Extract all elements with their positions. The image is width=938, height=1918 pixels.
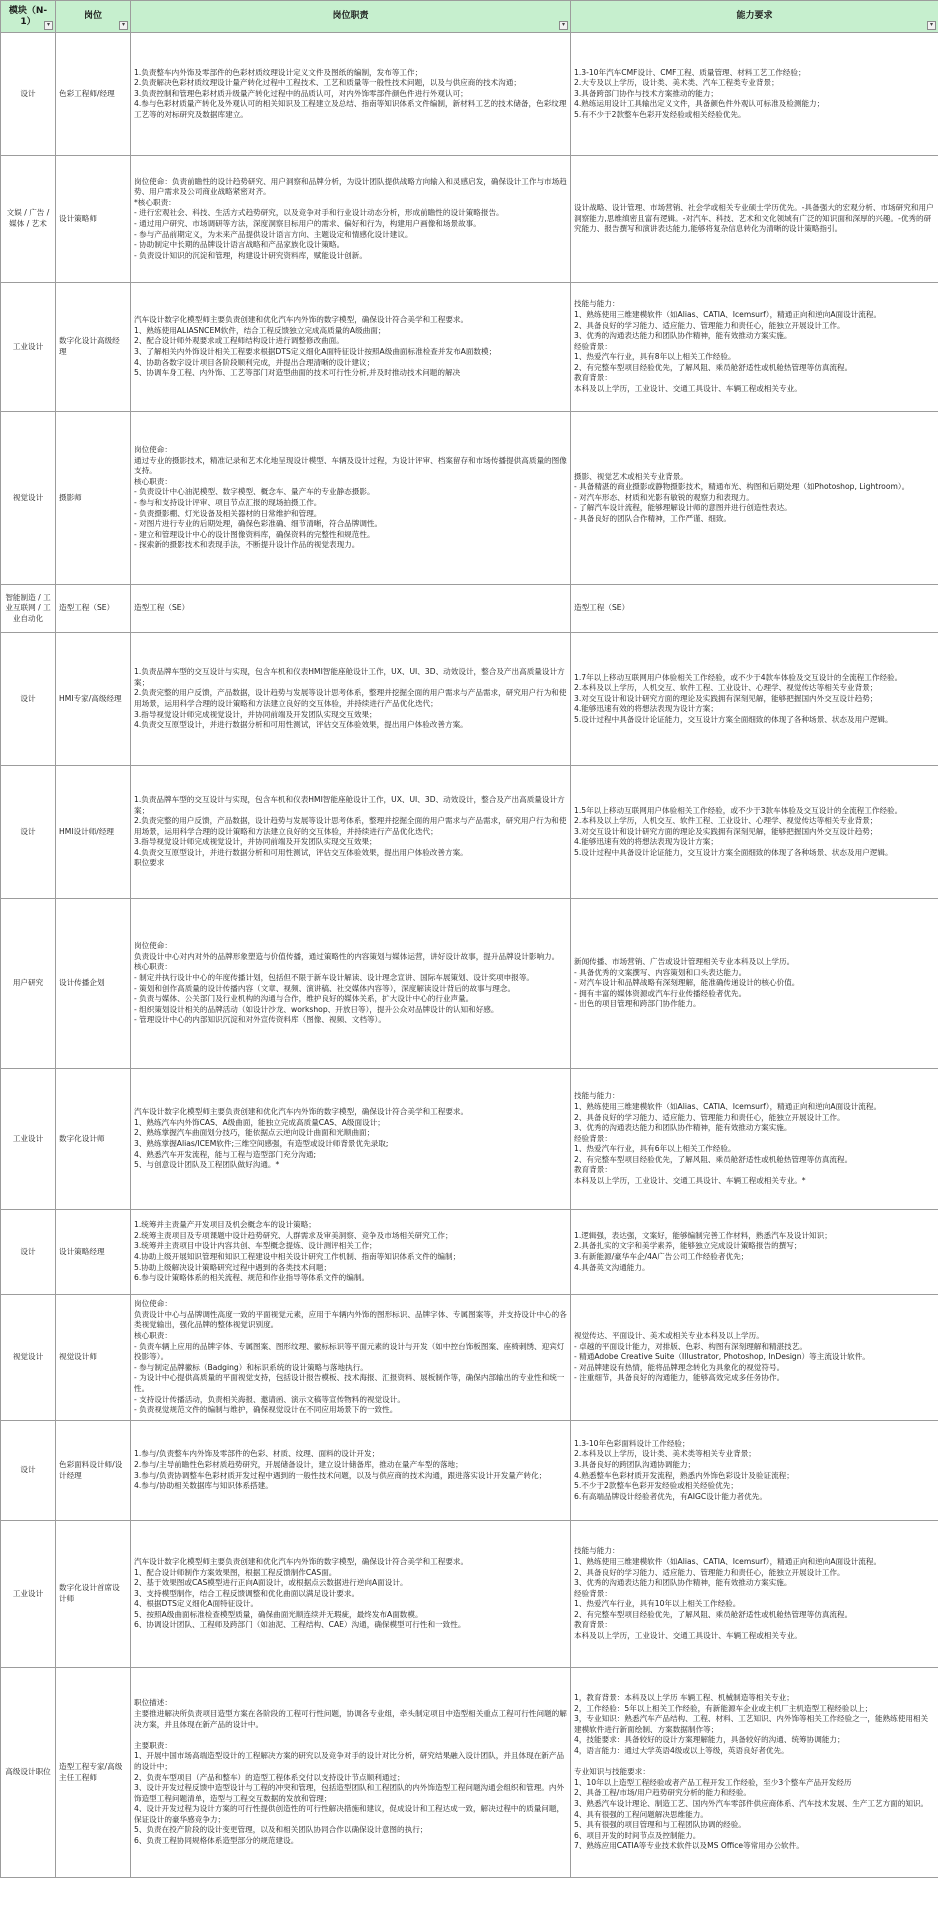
cell-line: 1、熟练使用三维建模软件（如Alias、CATIA、Icemsurf），精通正向和逆向A面设计流程。 xyxy=(574,1556,882,1566)
cell-line: 经验背景： xyxy=(574,1133,612,1143)
cell-line: 1、熟练使用三维建模软件（如Alias、CATIA、Icemsurf），精通正向和逆向A面设计流程。 xyxy=(574,1101,882,1111)
cell-line: 4.协助上级开展知识管理和知识工程建设中相关设计研究工作机制、指南等知识体系文件的编制； xyxy=(134,1252,461,1261)
cell-line: 教育背景： xyxy=(574,373,612,383)
table-row xyxy=(1,412,938,585)
cell-line: 2.本科及以上学历，人机交互、软件工程、工业设计、心理学、视觉传达等相关专业背景； xyxy=(574,816,878,826)
cell-line: 5.有不少于2款整车色彩开发经验或相关经验优先。 xyxy=(574,109,746,119)
cell-line: 5.协助上级解决设计策略研究过程中遇到的各类技术问题； xyxy=(134,1262,332,1272)
duties-cell[interactable] xyxy=(131,633,571,766)
requirements-cell[interactable] xyxy=(571,585,938,633)
cell-line: 2、基于效果图或CAS模型进行正向A面设计，或根据点云数据进行逆向A面设计。 xyxy=(134,1578,408,1588)
table-row xyxy=(1,33,938,156)
cell-line: 1.7年以上移动互联网用户体验相关工作经验，或不少于4款车体验及交互设计的全流程工作经验。 xyxy=(574,672,903,682)
cell-line: 技能与能力： xyxy=(574,1546,620,1556)
cell-line: 3.指导视觉设计师完成视觉设计，并协同前端及开发团队实现交互效果； xyxy=(134,709,377,719)
cell-line: 2、有完整车型项目经验优先，了解风阻、乘员舱舒适性或机舱热管理等仿真流程。 xyxy=(574,1154,853,1164)
table-row xyxy=(1,899,938,1069)
cell-line: 2、有完整车型项目经验优先，了解风阻、乘员舱舒适性或机舱热管理等仿真流程。 xyxy=(574,362,853,372)
cell-line: 3.对交互设计和设计研究方面的理论及实践拥有深刻见解，能够把握国内外交互设计趋势； xyxy=(574,693,878,703)
cell-line: 技能与能力： xyxy=(574,1091,620,1101)
cell-line: 核心职责： xyxy=(134,1331,172,1341)
cell-line: 4.熟练运用设计工具输出定义文件，具备颜色件外观认可标准及检测能力； xyxy=(574,99,825,109)
cell-line: 2.参与/主导前瞻性色彩材质趋势研究，开展储备设计，建立设计储备库，推动在量产车型的落地； xyxy=(134,1459,463,1469)
cell-line: 5、协调车身工程、内外饰、工艺等部门对造型曲面的技术可行性分析,并及时推动技术问题的解决 xyxy=(134,368,461,378)
cell-line: 通过专业的摄影技术，精准记录和艺术化地呈现设计模型、车辆及设计过程，为设计评审、档案留存和市场传播提供高质量的图像支持。 xyxy=(134,455,567,476)
cell-line: 2、具备良好的学习能力、适应能力、管理能力和责任心，能独立开展设计工作。 xyxy=(574,1567,845,1577)
module-cell[interactable]: 设计 xyxy=(1,1421,56,1521)
position-cell[interactable]: HMI设计师/经理 xyxy=(56,766,131,899)
cell-line: 3，专业知识：熟悉汽车产品结构、工程、材料、工艺知识、内外饰等相关工作经验之一，能熟练使用相关建模软件进行新面绘制、方案数据制作等； xyxy=(574,1714,929,1734)
cell-line: - 负责视觉规范文件的编制与维护，确保视觉设计在不同应用场景下的一致性。 xyxy=(134,1405,398,1415)
cell-line: 3、了解相关内外饰设计相关工程要求根据DTS定义细化A面特征设计按照A级曲面标准检查并发布A面数模； xyxy=(134,347,497,356)
cell-line: 6、项目开发的时间节点及控制能力。 xyxy=(574,1830,701,1840)
cell-line: 4.参与色彩材质量产转化及外观认可的相关知识及工程建立及总结、指南等知识体系文件编制，新材料工艺的技术储备，色彩纹理工艺等的对标研究及数据库建立。 xyxy=(134,99,567,119)
position-cell[interactable]: 造型工程（SE） xyxy=(56,585,131,633)
cell-line: 岗位使命： xyxy=(134,445,172,455)
cell-line: 岗位使命：负责前瞻性的设计趋势研究、用户洞察和品牌分析，为设计团队提供战略方向输入和灵感启发，确保设计工作与市场趋势、用户需求及公司商业战略紧密对齐。 xyxy=(134,176,567,197)
cell-line: 岗位使命： xyxy=(134,941,172,951)
module-cell[interactable]: 高级设计职位 xyxy=(1,1668,56,1878)
requirements-cell[interactable] xyxy=(571,1069,938,1210)
cell-line: 2、熟练掌握汽车曲面划分技巧，能依据点云逆向设计曲面和光顺曲面； xyxy=(134,1128,375,1138)
cell-line: 1、熟练汽车内外饰CAS、A级曲面，能独立完成高质量CAS、A级面设计； xyxy=(134,1117,385,1127)
module-cell[interactable]: 工业设计 xyxy=(1,283,56,412)
cell-line: 造型工程（SE） xyxy=(134,603,190,613)
cell-line: 5、负责在投产阶段的设计变更管理，以及和相关团队协同合作以确保设计意图的执行； xyxy=(134,1825,428,1835)
cell-line: 教育背景： xyxy=(574,1165,612,1175)
duties-cell[interactable] xyxy=(131,1521,571,1668)
table-row xyxy=(1,1668,938,1878)
requirements-cell[interactable] xyxy=(571,766,938,899)
duties-cell[interactable] xyxy=(131,766,571,899)
module-cell[interactable]: 工业设计 xyxy=(1,1521,56,1668)
cell-line: - 出色的项目管理和跨部门协作能力。 xyxy=(574,999,701,1009)
cell-line: - 对品牌建设有热情，能将品牌理念转化为具象化的视觉符号。 xyxy=(574,1362,785,1372)
cell-line: 3.具备跨部门协作与技术方案推动的能力； xyxy=(574,88,718,98)
cell-line: - 建立和管理设计中心的设计图像资料库，确保资料的完整性和规范性。 xyxy=(134,529,375,539)
cell-line: - 卓越的平面设计能力，对排版、色彩、构图有深刻理解和精湛技艺。 xyxy=(574,1341,807,1351)
cell-line: - 负责车辆上应用的品牌字体、专属图案、图形纹理、徽标标识等平面元素的设计与开发（如中控台饰板图案、座椅刺绣、迎宾灯投影等）。 xyxy=(134,1341,565,1362)
cell-line: - 组织策划设计相关的品牌活动（如设计沙龙、workshop、开放日等），提升公众对品牌设计的认知和好感。 xyxy=(134,1004,499,1014)
cell-line: 经验背景： xyxy=(574,1588,612,1598)
cell-line: 6、负责工程协同规格体系造型部分的规范建设。 xyxy=(134,1836,299,1846)
filter-dropdown-icon[interactable]: ▾ xyxy=(559,21,568,30)
cell-line: 2.负责解决色彩材质纹理设计量产转化过程中工程技术、工艺和质量等一般性技术问题，以及与供应商的技术沟通； xyxy=(134,78,521,88)
requirements-cell[interactable] xyxy=(571,412,938,585)
cell-line: 1、热爱汽车行业，具有10年以上相关工作经验。 xyxy=(574,1599,741,1609)
module-cell[interactable]: 设计 xyxy=(1,633,56,766)
cell-line: - 策划和创作高质量的设计传播内容（文章、视频、演讲稿、社交媒体内容等），深度解读设计背后的故事与理念。 xyxy=(134,983,516,993)
cell-line: 2.本科及以上学历，人机交互、软件工程、工业设计、心理学、视觉传达等相关专业背景； xyxy=(574,683,878,693)
cell-line: 1.参与/负责整车内外饰及零部件的色彩、材质、纹理、面料的设计开发； xyxy=(134,1449,380,1459)
requirements-cell[interactable] xyxy=(571,1210,938,1295)
cell-line: 3、支持模型制作，结合工程反馈调整和优化曲面以满足设计要求。 xyxy=(134,1588,360,1598)
filter-dropdown-icon[interactable]: ▾ xyxy=(927,21,936,30)
cell-line: 2.负责完整的用户反馈，产品数据，设计趋势与发展等设计思考体系，整理并挖掘全面的用户需求与产品需求，研究用户行为和使用场景，运用科学合理的设计策略和方法建立良好的交互体验，并持续进行产品优化迭代； xyxy=(134,688,567,708)
cell-line: 3.具备良好的跨团队沟通协调能力； xyxy=(574,1459,696,1469)
cell-line: 3.有新能源/豪华车企/4A广告公司工作经验者优先； xyxy=(574,1252,749,1261)
cell-line: - 具备精湛的商业摄影或静物摄影技术，精通布光、构图和后期处理（如Photoshop, Lightroom）。 xyxy=(574,482,910,492)
position-cell[interactable]: 设计传播企划 xyxy=(56,899,131,1069)
requirements-cell[interactable] xyxy=(571,1521,938,1668)
cell-line: 本科及以上学历，工业设计、交通工具设计、车辆工程或相关专业。 xyxy=(574,384,802,394)
cell-line: 4.能够迅速有效的将想法表现为设计方案； xyxy=(574,704,718,714)
cell-line: 1、热爱汽车行业，具有8年以上相关工作经验。 xyxy=(574,352,736,362)
cell-line: 4.负责交互原型设计，并进行数据分析和可用性测试，评估交互体验效果，提出用户体验改善方案。 xyxy=(134,847,468,857)
requirements-cell[interactable] xyxy=(571,33,938,156)
cell-line: 1、熟练使用三维建模软件（如Alias、CATIA、Icemsurf），精通正向和逆向A面设计流程。 xyxy=(574,309,882,319)
cell-line: 汽车设计数字化模型师主要负责创建和优化汽车内外饰的数字模型，确保设计符合美学和工程要求。 xyxy=(134,1107,469,1117)
requirements-cell[interactable] xyxy=(571,633,938,766)
cell-line: - 通过用户研究、市场调研等方法，深度洞察目标用户的需求、偏好和行为，构建用户画像和场景故事。 xyxy=(134,219,481,228)
position-cell[interactable]: 摄影师 xyxy=(56,412,131,585)
cell-line: 3.负责控制和管理色彩材质升级量产转化过程中的品质认可，对内外饰零部件颜色件进行外观认可； xyxy=(134,88,468,98)
table-row xyxy=(1,156,938,283)
cell-line: 3.对交互设计和设计研究方面的理论及实践拥有深刻见解，能够把握国内外交互设计趋势； xyxy=(574,826,878,836)
cell-line: 4、协助各数字设计项目各阶段顺利完成，并提出合理清晰的设计建议； xyxy=(134,357,375,367)
position-cell[interactable]: 数字化设计首席设计师 xyxy=(56,1521,131,1668)
cell-line: 岗位使命： xyxy=(134,1299,172,1309)
cell-line: 1、开展中国市场高端造型设计的工程解决方案的研究以及竞争对手的设计对比分析，研究结果融入设计团队，并且体现在新产品的设计中； xyxy=(134,1751,565,1771)
cell-line: 3、熟练掌握Alias/ICEM软件;三维空间感强，有造型或设计师背景优先录取; xyxy=(134,1139,389,1148)
cell-line: - 支持设计传播活动，负责相关海报、邀请函、演示文稿等宣传物料的视觉设计。 xyxy=(134,1394,405,1404)
cell-line: 2，工作经验：5年以上相关工作经验，有新能源车企业或主机厂主机造型工程经验以上； xyxy=(574,1703,873,1713)
cell-line: 5、与创意设计团队及工程团队做好沟通。* xyxy=(134,1160,280,1170)
cell-line: - 对图片进行专业的后期处理，确保色彩准确、细节清晰，符合品牌调性。 xyxy=(134,519,383,529)
table-row xyxy=(1,766,938,899)
table-row xyxy=(1,1069,938,1210)
cell-line: 5.设计过程中具备设计论证能力，交互设计方案全面细致的体现了各种场景、状态及用户逻辑。 xyxy=(574,847,893,857)
requirements-cell[interactable] xyxy=(571,1421,938,1521)
requirements-cell[interactable] xyxy=(571,283,938,412)
cell-line: - 拥有丰富的媒体资源或汽车行业传播经验者优先。 xyxy=(574,988,747,998)
cell-line: 1.逻辑强，表达强，文案好，能够编制完善工作材料，熟悉汽车及设计知识； xyxy=(574,1230,832,1240)
cell-line: 4、具有很强的工程问题解决思维能力。 xyxy=(574,1809,708,1819)
table-row xyxy=(1,633,938,766)
cell-line: 1、配合设计师制作方案效果图，根据工程反馈制作CAS面。 xyxy=(134,1567,337,1577)
table-row xyxy=(1,1295,938,1421)
cell-line: 4、熟悉汽车开发流程，能与工程与造型部门充分沟通; xyxy=(134,1149,317,1159)
module-cell[interactable]: 智能制造 / 工业互联网 / 工业自动化 xyxy=(1,585,56,633)
cell-line: 3.指导视觉设计师完成视觉设计，并协同前端及开发团队实现交互效果； xyxy=(134,837,377,847)
cell-line: - 负责与媒体、公关部门及行业机构的沟通与合作，维护良好的媒体关系，扩大设计中心的行业声量。 xyxy=(134,994,474,1004)
cell-line: 2.统筹主责项目及专项课题中设计趋势研究、人群需求及审美洞察、竞争及市场相关研究工作； xyxy=(134,1230,453,1240)
cell-line: 4.熟悉整车色彩材质开发流程，熟悉内外饰色彩设计及验证流程； xyxy=(574,1470,794,1480)
cell-line: 2.大专及以上学历，设计类、美术类、汽车工程类专业背景； xyxy=(574,78,779,88)
cell-line: - 具备良好的团队合作精神，工作严谨、细致。 xyxy=(574,513,732,523)
cell-line: 1，教育背景：本科及以上学历 车辆工程、机械制造等相关专业； xyxy=(574,1693,794,1703)
cell-line: 造型工程（SE） xyxy=(574,603,630,613)
requirements-cell[interactable] xyxy=(571,1668,938,1878)
cell-line: 1.3-10年色彩面料设计工作经验； xyxy=(574,1438,690,1448)
cell-line: - 参与和支持设计评审、项目节点汇报的现场拍摄工作。 xyxy=(134,498,322,507)
cell-line: 1、热爱汽车行业，具有6年以上相关工作经验。 xyxy=(574,1144,736,1154)
module-cell[interactable]: 设计 xyxy=(1,766,56,899)
cell-line: 核心职责： xyxy=(134,476,172,486)
header-requirements: 能力要求 ▾ xyxy=(571,1,938,33)
table-row xyxy=(1,585,938,633)
header-row xyxy=(1,1,938,33)
module-cell[interactable]: 文娱 / 广告 / 媒体 / 艺术 xyxy=(1,156,56,283)
cell-line: 负责设计中心对内对外的品牌形象塑造与价值传播，通过策略性的内容策划与媒体运营，讲好设计故事，提升品牌设计影响力。 xyxy=(134,951,560,961)
cell-line: 4.能够迅速有效的将想法表现为设计方案； xyxy=(574,837,718,847)
cell-line: 5.不少于2款整车色彩开发经验或相关经验优先； xyxy=(574,1481,738,1491)
filter-dropdown-icon[interactable]: ▾ xyxy=(44,21,53,30)
cell-line: 3、优秀的沟通表达能力和团队协作精神，能有效推动方案实施。 xyxy=(574,1578,792,1588)
cell-line: 职位要求 xyxy=(134,858,165,868)
requirements-cell[interactable] xyxy=(571,156,938,283)
position-cell[interactable]: 色彩面料设计师/设计经理 xyxy=(56,1421,131,1521)
cell-line: 主要职责： xyxy=(134,1740,172,1750)
cell-line: 专业知识与技能要求： xyxy=(574,1767,650,1777)
cell-line: - 负责摄影棚、灯光设备及相关器材的日常维护和管理。 xyxy=(134,508,322,518)
cell-line xyxy=(574,1757,935,1768)
cell-line: 5、具有很强的项目管理和与工程团队协调的经验。 xyxy=(574,1820,746,1830)
cell-line: 职位描述： xyxy=(134,1698,172,1708)
cell-line: 1.统筹并主责量产开发项目及机会概念车的设计策略； xyxy=(134,1220,316,1230)
cell-line: 2、有完整车型项目经验优先，了解风阻、乘员舱舒适性或机舱热管理等仿真流程。 xyxy=(574,1609,853,1619)
cell-line: 2、具备良好的学习能力、适应能力、管理能力和责任心，能独立开展设计工作。 xyxy=(574,1112,845,1122)
table-row xyxy=(1,1521,938,1668)
cell-line: 4，技能要求：具备较好的设计方案理解能力，具备较好的沟通、统筹协调能力； xyxy=(574,1735,845,1745)
cell-line: - 精通Adobe Creative Suite（Illustrator, Photoshop, InDesign）等主流设计软件。 xyxy=(574,1352,870,1362)
duties-cell[interactable] xyxy=(131,1668,571,1878)
cell-line: 3、优秀的沟通表达能力和团队协作精神，能有效推动方案实施。 xyxy=(574,1123,792,1133)
cell-line: 技能与能力： xyxy=(574,299,620,309)
duties-cell[interactable] xyxy=(131,33,571,156)
cell-line: - 探索新的摄影技术和表现手法，不断提升设计作品的视觉表现力。 xyxy=(134,540,360,550)
cell-line: - 制定并执行设计中心的年度传播计划，包括但不限于新车设计解读、设计理念宣讲、国际车展策划、设计奖项申报等。 xyxy=(134,972,535,982)
cell-line: 3.统筹并主责项目中设计内容共创、车型概念提炼、设计测评相关工作； xyxy=(134,1241,377,1251)
cell-line: 3、优秀的沟通表达能力和团队协作精神，能有效推动方案实施。 xyxy=(574,331,792,341)
cell-line: *核心职责： xyxy=(134,197,176,207)
duties-cell[interactable] xyxy=(131,156,571,283)
cell-line: 汽车设计数字化模型师主要负责创建和优化汽车内外饰的数字模型，确保设计符合美学和工程要求。 xyxy=(134,1556,469,1566)
requirements-cell[interactable] xyxy=(571,899,938,1069)
cell-line: 6、协调设计团队、工程师及跨部门（如油泥、工程结构、CAE）沟通，确保模型可行性和一致性。 xyxy=(134,1620,466,1630)
cell-line: - 对汽车形态、材质和光影有敏锐的观察力和表现力。 xyxy=(574,492,754,502)
cell-line: 3、熟悉汽车设计理论、制造工艺、国内外汽车零部件供应商体系、汽车技术发展、生产工艺方面的知识。 xyxy=(574,1798,929,1808)
duties-cell[interactable] xyxy=(131,585,571,633)
duties-cell[interactable] xyxy=(131,899,571,1069)
cell-line: 视觉传达、平面设计、美术或相关专业本科及以上学历。 xyxy=(574,1331,764,1341)
cell-line: 3.参与/负责协调整车色彩材质开发过程中遇到的一般性技术问题，以及与供应商的技术沟通，跟进落实设计开发量产转化； xyxy=(134,1470,547,1480)
cell-line: 教育背景： xyxy=(574,1620,612,1630)
table-row xyxy=(1,1421,938,1521)
cell-line: 4、根据DTS定义细化A面特征设计。 xyxy=(134,1599,259,1609)
duties-cell[interactable] xyxy=(131,1295,571,1421)
cell-line: 经验背景： xyxy=(574,341,612,351)
cell-line: 负责设计中心与品牌调性高度一致的平面视觉元素，应用于车辆内外饰的图形标识、品牌字体、专属图案等，并支持设计中心的各类视觉输出，强化品牌的整体视觉识别度。 xyxy=(134,1309,567,1330)
position-cell[interactable]: 数字化设计师 xyxy=(56,1069,131,1210)
cell-line: 1.负责品牌车型的交互设计与实现，包含车机和仪表HMI智能座舱设计工作，UX、UI、3D、动效设计，整合及产出高质量设计方案； xyxy=(134,794,565,815)
cell-line: 5.设计过程中具备设计论证能力，交互设计方案全面细致的体现了各种场景、状态及用户逻辑。 xyxy=(574,714,893,724)
module-cell[interactable]: 视觉设计 xyxy=(1,412,56,585)
cell-line: 4，语言能力：通过大学英语4级或以上等级，英语良好者优先。 xyxy=(574,1746,789,1756)
position-cell[interactable]: 数字化设计高级经理 xyxy=(56,283,131,412)
cell-line: 1、熟练使用ALIASNCEM软件，结合工程反馈独立完成高质量的A级曲面； xyxy=(134,325,386,335)
position-cell[interactable]: 视觉设计师 xyxy=(56,1295,131,1421)
module-cell[interactable]: 用户研究 xyxy=(1,899,56,1069)
table-row xyxy=(1,283,938,412)
cell-line: - 了解汽车设计流程，能够理解设计师的意图并进行创造性表达。 xyxy=(574,503,792,513)
cell-line: 2、负责车型项目（产品和整车）的造型工程体系交付以支持设计节点顺利通过； xyxy=(134,1772,405,1782)
position-cell[interactable]: 色彩工程师/经理 xyxy=(56,33,131,156)
cell-line: - 负责设计知识的沉淀和管理，构建设计研究资料库，赋能设计创新。 xyxy=(134,250,367,260)
cell-line: 4、设计开发过程为设计方案的可行性提供创造性的可行性解决措施和建议，促成设计和工程达成一致，解决过程中的质量问题，保证设计的豪华感竞争力； xyxy=(134,1804,565,1824)
cell-line: 4.具备英文沟通能力。 xyxy=(574,1262,650,1272)
cell-line: - 进行宏观社会、科技、生活方式趋势研究，以及竞争对手和行业设计动态分析，形成前瞻性的设计策略报告。 xyxy=(134,208,504,218)
module-cell[interactable]: 视觉设计 xyxy=(1,1295,56,1421)
cell-line: - 负责设计中心油泥模型、数字模型、概念车、量产车的专业静态摄影。 xyxy=(134,487,375,497)
cell-line: 1、10年以上造型工程经验或者产品工程开发工作经验，至少3个整车产品开发经历 xyxy=(574,1777,852,1787)
cell-line: - 为设计中心提供高质量的平面视觉支持，包括设计报告模板、技术海报、汇报资料、展板制作等，确保内部输出的专业性和统一性。 xyxy=(134,1373,565,1393)
table-row xyxy=(1,1210,938,1295)
header-position: 岗位 ▾ xyxy=(56,1,131,33)
cell-line: 2、具备良好的学习能力、适应能力、管理能力和责任心，能独立开展设计工作。 xyxy=(574,320,845,330)
position-cell[interactable]: 造型工程专家/高级主任工程师 xyxy=(56,1668,131,1878)
cell-line: 本科及以上学历，工业设计、交通工具设计、车辆工程或相关专业。 xyxy=(574,1631,802,1641)
cell-line: 新闻传播、市场营销、广告或设计管理相关专业本科及以上学历。 xyxy=(574,957,795,967)
cell-line: 1.负责品牌车型的交互设计与实现，包含车机和仪表HMI智能座舱设计工作，UX、UI、3D、动效设计，整合及产出高质量设计方案； xyxy=(134,667,565,687)
position-cell[interactable]: 设计策略师 xyxy=(56,156,131,283)
cell-line: 1.负责整车内外饰及零部件的色彩材质纹理设计定义文件及图纸的编制，发布等工作； xyxy=(134,67,423,77)
cell-line: 6.参与设计策略体系的相关流程、规范和作业指导等体系文件的编制。 xyxy=(134,1273,370,1283)
cell-line: - 协助制定中长期的品牌设计语言战略和产品家族化设计策略。 xyxy=(134,240,345,250)
requirements-cell[interactable] xyxy=(571,1295,938,1421)
header-duties: 岗位职责 ▾ xyxy=(131,1,571,33)
cell-line: 核心职责： xyxy=(134,962,172,972)
cell-line xyxy=(134,1730,567,1741)
cell-line: 汽车设计数字化模型师主要负责创建和优化汽车内外饰的数字模型，确保设计符合美学和工程要求。 xyxy=(134,315,469,325)
header-module: 模块（N-1） ▾ xyxy=(1,1,56,33)
cell-line: 4.负责交互原型设计，并进行数据分析和可用性测试，评估交互体验效果，提出用户体验改善方案。 xyxy=(134,720,468,730)
cell-line: 2、具备工程/市场/用户趋势研究分析的能力和经验。 xyxy=(574,1788,752,1798)
cell-line: 2、配合设计师外观要求或工程师结构设计进行调整修改曲面。 xyxy=(134,336,344,346)
duties-cell[interactable] xyxy=(131,1210,571,1295)
cell-line: - 管理设计中心的内部知识沉淀和对外宣传资料库（图像、视频、文档等）。 xyxy=(134,1015,386,1025)
cell-line: 2.本科及以上学历，设计类、美术类等相关专业背景； xyxy=(574,1449,756,1459)
module-cell[interactable]: 设计 xyxy=(1,33,56,156)
cell-line: 本科及以上学历，工业设计、交通工具设计、车辆工程或相关专业。* xyxy=(574,1176,806,1186)
duties-cell[interactable] xyxy=(131,283,571,412)
position-cell[interactable]: 设计策略经理 xyxy=(56,1210,131,1295)
cell-line: 3、设计开发过程反馈中造型设计与工程的冲突和管理，包括造型团队和工程团队的内外饰造型工程问题沟通会组织和管理。内外饰造型工程问题清单，造型与工程交互数据的发放和管理； xyxy=(134,1783,565,1803)
cell-line: 设计战略、设计管理、市场营销、社会学或相关专业硕士学历优先。-具备强大的宏观分析、市场研究和用户洞察能力,思维缜密且富有逻辑。-对汽车、科技、艺术和文化领域有广泛的知识面和深厚的兴趣。-优秀的研究能力、报告撰写和演讲表达能力,能够将复杂信息转化为清晰的设计策略指引。 xyxy=(574,203,934,234)
cell-line: 7、熟练应用CATIA等专业技术软件以及MS Office等常用办公软件。 xyxy=(574,1841,804,1851)
cell-line: - 参与制定品牌徽标（Badging）和标识系统的设计策略与落地执行。 xyxy=(134,1362,368,1372)
cell-line: 1.5年以上移动互联网用户体验相关工作经验，或不少于3款车体验及交互设计的全流程工作经验。 xyxy=(574,805,903,815)
duties-cell[interactable] xyxy=(131,1421,571,1521)
duties-cell[interactable] xyxy=(131,412,571,585)
cell-line: 5、按照A级曲面标准检查模型质量，确保曲面光顺连续并无瑕疵，最终发布A面数模。 xyxy=(134,1609,423,1619)
module-cell[interactable]: 工业设计 xyxy=(1,1069,56,1210)
cell-line: 4.参与/协助相关数据库与知识体系搭建。 xyxy=(134,1481,273,1491)
duties-cell[interactable] xyxy=(131,1069,571,1210)
cell-line: - 具备优秀的文案撰写、内容策划和口头表达能力。 xyxy=(574,967,747,977)
cell-line: 摄影、视觉艺术或相关专业背景。 xyxy=(574,471,688,481)
cell-line: - 注重细节，具备良好的沟通能力，能够高效完成多任务协作。 xyxy=(574,1373,785,1383)
module-cell[interactable]: 设计 xyxy=(1,1210,56,1295)
cell-line: 1.3-10年汽车CMF设计、CMF工程、质量管理、材料工艺工作经验； xyxy=(574,67,806,77)
cell-line: 2.具备扎实的文字和美学素养，能够独立完成设计策略报告的撰写； xyxy=(574,1241,802,1251)
filter-dropdown-icon[interactable]: ▾ xyxy=(119,21,128,30)
cell-line: 2.负责完整的用户反馈，产品数据，设计趋势与发展等设计思考体系，整理并挖掘全面的用户需求与产品需求，研究用户行为和使用场景，运用科学合理的设计策略和方法建立良好的交互体验，并持续进行产品优化迭代； xyxy=(134,816,567,836)
cell-line: 主要推进解决所负责项目造型方案在各阶段的工程可行性问题，协调各专业组，牵头制定项目中造型相关重点工程可行性问题的解决方案，并且体现在新产品的设计中。 xyxy=(134,1708,567,1729)
cell-line: - 对汽车设计和品牌战略有深刻理解，能准确传递设计的核心价值。 xyxy=(574,978,800,988)
position-cell[interactable]: HMI专家/高级经理 xyxy=(56,633,131,766)
cell-line: 6.有高端品牌设计经验者优先，有AIGC设计能力者优先。 xyxy=(574,1491,767,1501)
cell-line: - 参与产品前期定义，为未来产品提供设计语言方向、主题设定和情感化设计建议。 xyxy=(134,229,413,239)
